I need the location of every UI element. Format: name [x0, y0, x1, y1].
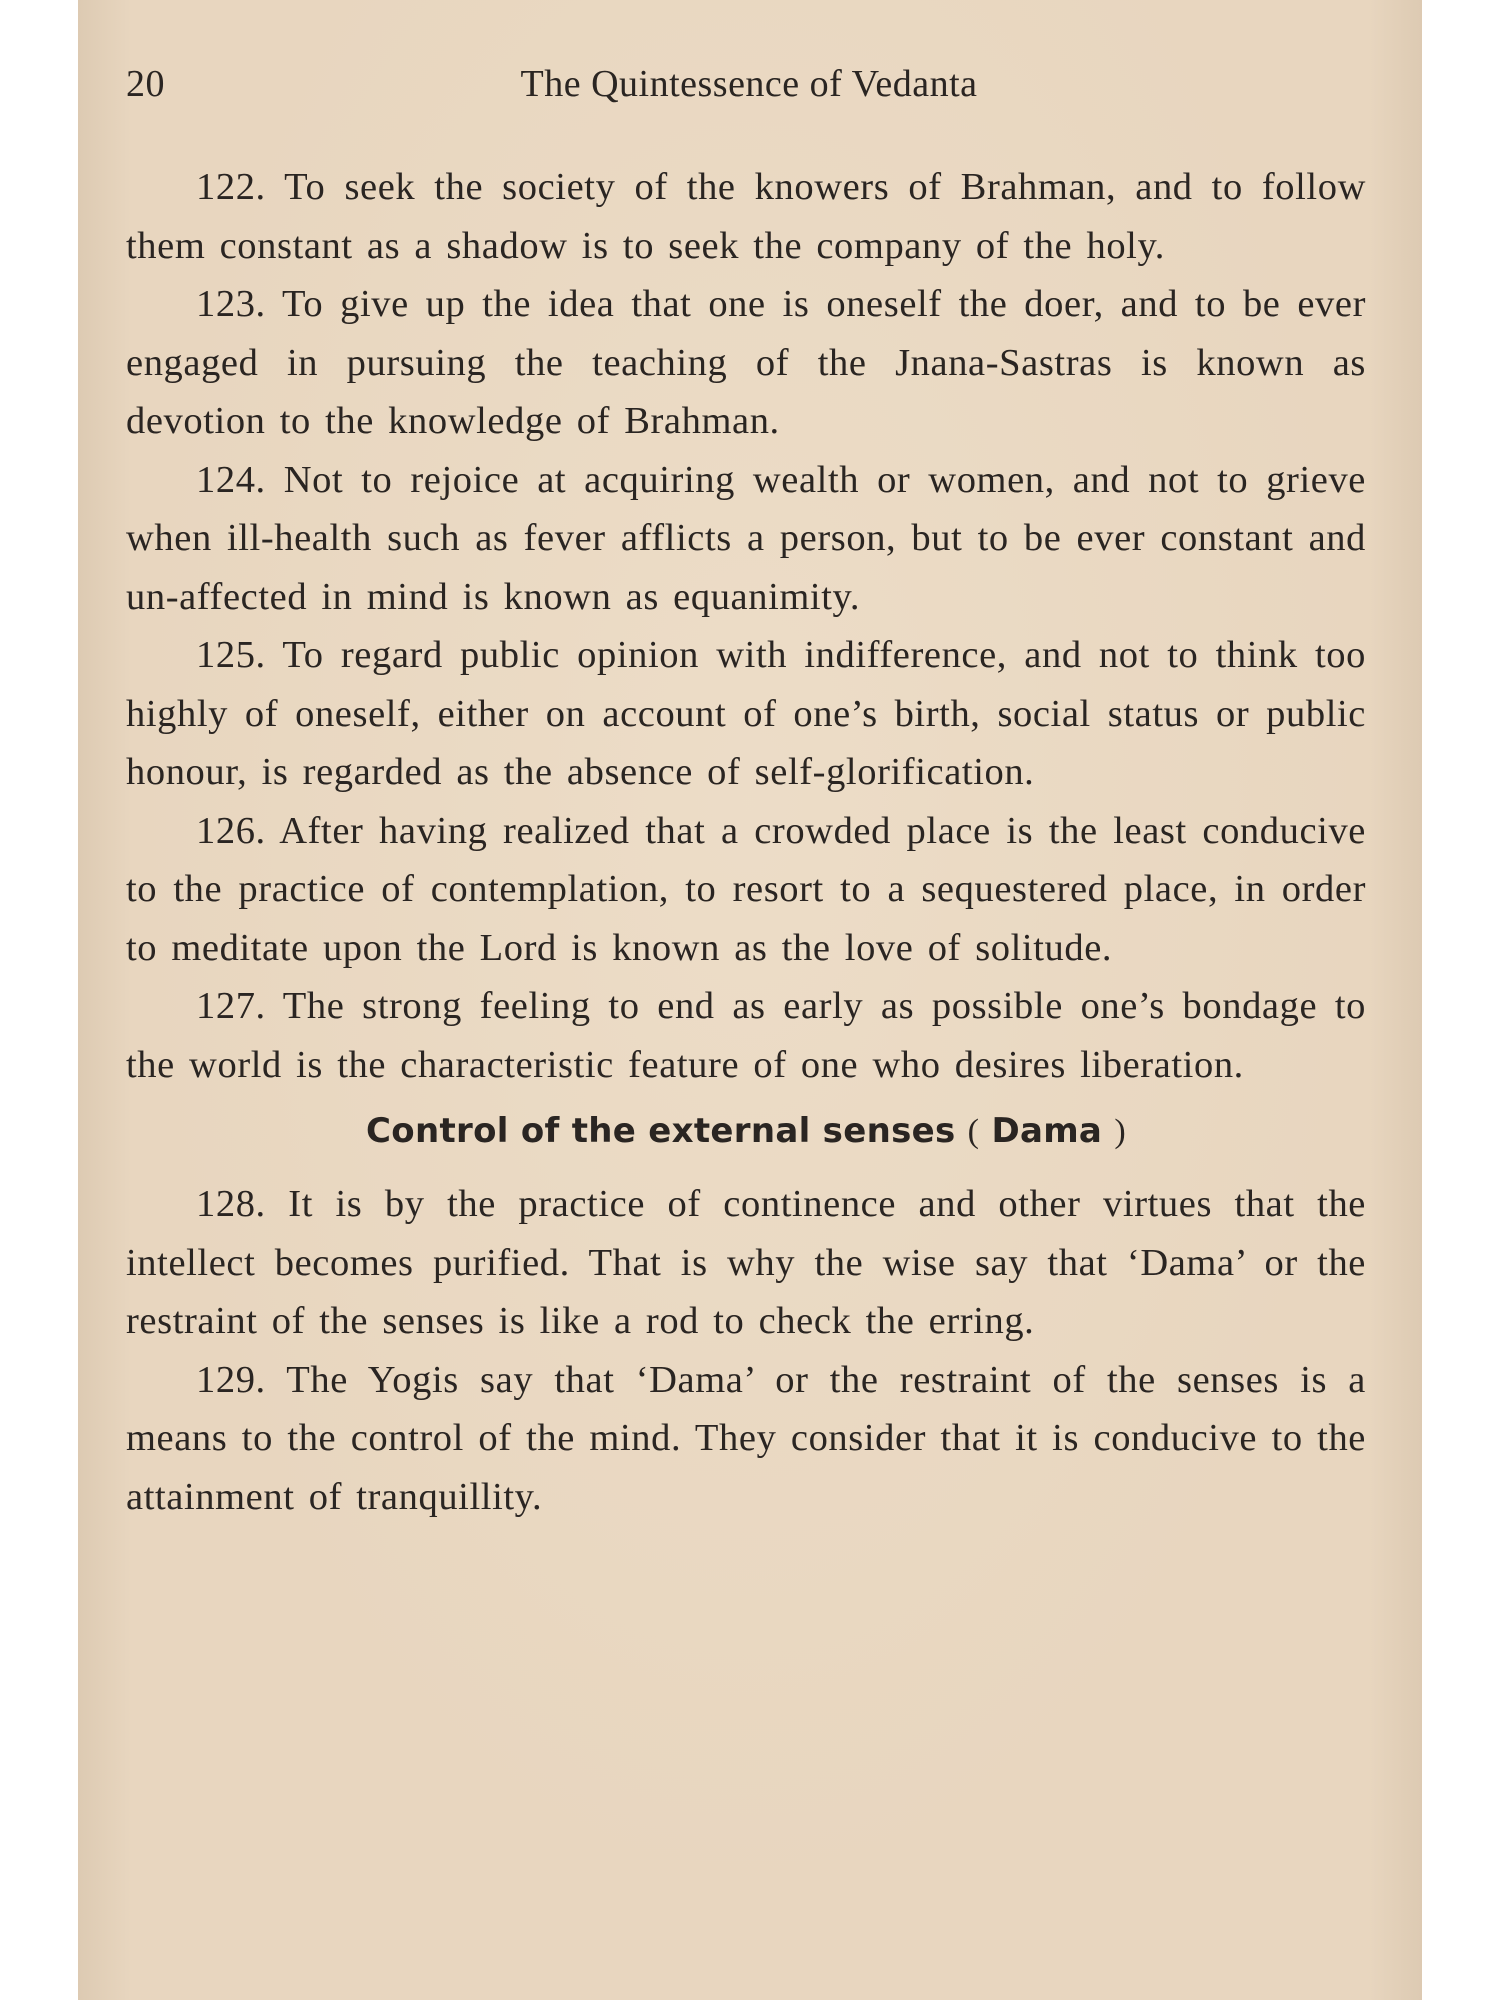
- section-heading-title: Control of the external senses: [366, 1111, 956, 1151]
- page-number: 20: [126, 63, 165, 105]
- paragraph-125: 125. To regard public opinion with indifference, and not to think too highly of oneself, either on account of one’s birth, social status or public honour, is regarded as the absence of self-glorification.: [126, 634, 1366, 793]
- paragraph-124: 124. Not to rejoice at acquiring wealth or women, and not to grieve when ill-health such as fever afflicts a person, but to be ever constant and un-affected in mind is known as equanimity.: [126, 458, 1366, 618]
- book-page: [78, 0, 1422, 2000]
- paragraph-126: 126. After having realized that a crowded place is the least conducive to the practice of contemplation, to resort to a sequestered place, in order to meditate upon the Lord is known as the love of solitude.: [126, 809, 1366, 969]
- page-header: [126, 62, 1372, 118]
- paragraph-129: 129. The Yogis say that ‘Dama’ or the restraint of the senses is a means to the control of the mind. They consider that it is conducive to the attainment of tranquillity.: [126, 1358, 1366, 1518]
- section-heading-term: Dama: [991, 1111, 1103, 1151]
- running-title: The Quintessence of Vedanta: [520, 63, 978, 105]
- paragraph-128: 128. It is by the practice of continence and other virtues that the intellect becomes purified. That is why the wise say that ‘Dama’ or the restraint of the senses is like a rod to check the erring.: [126, 1183, 1366, 1342]
- section-heading: [126, 1102, 1366, 1161]
- paragraph-122: 122. To seek the society of the knowers of Brahman, and to follow them constant as a shadow is to seek the company of the holy.: [126, 166, 1366, 267]
- body-text: [126, 158, 1366, 1526]
- heading-open-paren: (: [967, 1113, 980, 1150]
- heading-close-paren: ): [1114, 1113, 1126, 1150]
- paragraph-123: 123. To give up the idea that one is oneself the doer, and to be ever engaged in pursuing the teaching of the Jnana-Sastras is known as devotion to the knowledge of Brahman.: [126, 283, 1366, 442]
- paragraph-127: 127. The strong feeling to end as early as possible one’s bondage to the world is the characteristic feature of one who desires liberation.: [126, 985, 1366, 1086]
